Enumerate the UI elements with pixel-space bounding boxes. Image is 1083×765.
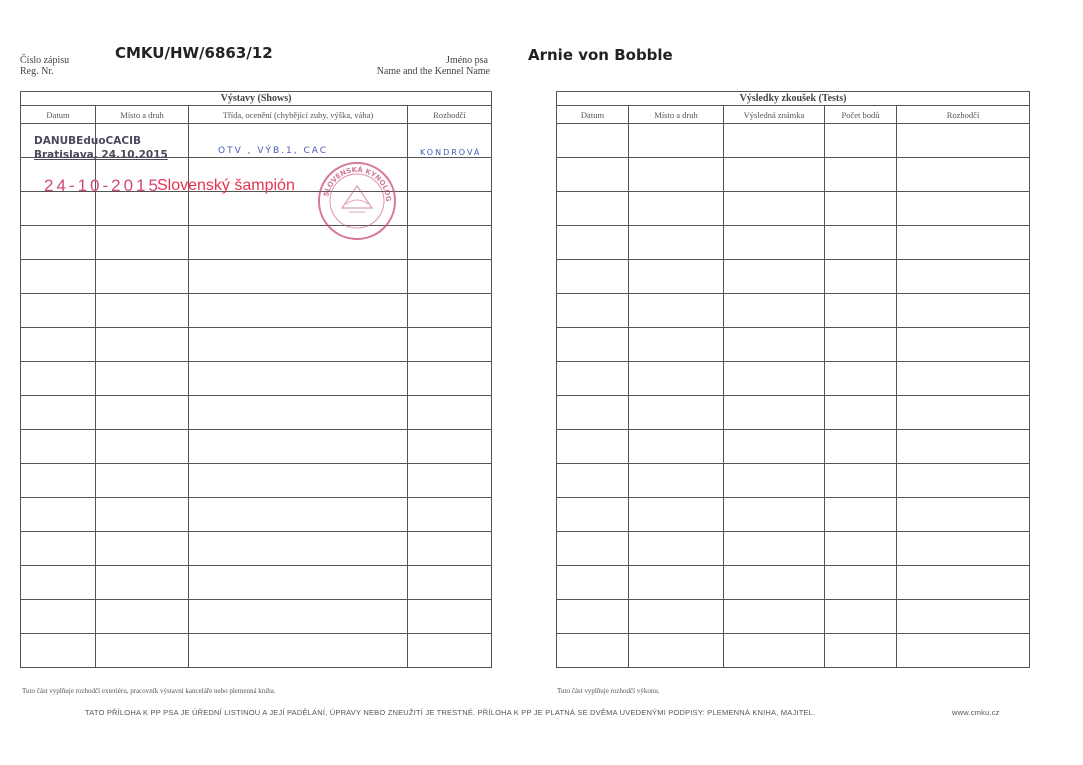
tests-cell xyxy=(724,192,825,226)
shows-cell xyxy=(96,464,189,498)
shows-row xyxy=(21,566,492,600)
tests-cell xyxy=(825,498,897,532)
shows-cell xyxy=(96,396,189,430)
tests-table xyxy=(556,91,1030,668)
tests-row xyxy=(557,498,1030,532)
show-judge-handwritten: KONDROVÁ xyxy=(420,148,482,157)
shows-cell xyxy=(408,192,492,226)
shows-row xyxy=(21,634,492,668)
tests-row xyxy=(557,566,1030,600)
shows-cell xyxy=(21,362,96,396)
shows-cell xyxy=(408,430,492,464)
champion-title: Slovenský šampión xyxy=(157,177,295,194)
shows-cell xyxy=(21,532,96,566)
shows-cell xyxy=(408,600,492,634)
shows-cell xyxy=(408,158,492,192)
tests-cell xyxy=(897,362,1030,396)
shows-cell xyxy=(96,192,189,226)
shows-cell xyxy=(408,362,492,396)
shows-col-place: Místo a druh xyxy=(96,106,189,124)
tests-cell xyxy=(557,634,629,668)
tests-cell xyxy=(724,226,825,260)
shows-cell xyxy=(408,634,492,668)
shows-cell xyxy=(96,600,189,634)
tests-cell xyxy=(557,158,629,192)
tests-cell xyxy=(825,362,897,396)
tests-col-grade: Výsledná známka xyxy=(724,106,825,124)
tests-cell xyxy=(724,498,825,532)
dog-name: Arnie von Bobble xyxy=(528,46,673,64)
tests-cell xyxy=(724,362,825,396)
tests-cell xyxy=(629,226,724,260)
shows-cell xyxy=(189,464,408,498)
tests-cell xyxy=(629,192,724,226)
tests-row xyxy=(557,226,1030,260)
tests-cell xyxy=(724,532,825,566)
tests-cell xyxy=(825,464,897,498)
shows-row xyxy=(21,600,492,634)
tests-cell xyxy=(629,396,724,430)
tests-cell xyxy=(897,328,1030,362)
shows-cell xyxy=(189,600,408,634)
tests-cell xyxy=(557,192,629,226)
shows-cell xyxy=(21,634,96,668)
shows-cell xyxy=(189,566,408,600)
shows-col-date: Datum xyxy=(21,106,96,124)
reg-label-en: Reg. Nr. xyxy=(20,66,54,77)
shows-cell xyxy=(408,464,492,498)
tests-cell xyxy=(897,498,1030,532)
shows-cell xyxy=(21,226,96,260)
tests-cell xyxy=(629,294,724,328)
tests-row xyxy=(557,192,1030,226)
shows-cell xyxy=(21,192,96,226)
shows-cell xyxy=(189,532,408,566)
tests-cell xyxy=(629,464,724,498)
tests-col-place: Místo a druh xyxy=(629,106,724,124)
tests-cell xyxy=(629,124,724,158)
name-label-cz: Jméno psa xyxy=(446,55,488,66)
tests-cell xyxy=(629,498,724,532)
shows-row xyxy=(21,396,492,430)
tests-cell xyxy=(724,396,825,430)
tests-cell xyxy=(557,566,629,600)
tests-cell xyxy=(825,430,897,464)
tests-cell xyxy=(897,634,1030,668)
shows-row xyxy=(21,532,492,566)
tests-cell xyxy=(724,124,825,158)
tests-cell xyxy=(724,328,825,362)
tests-cell xyxy=(557,226,629,260)
show-stamp-line2: Bratislava, 24.10.2015 xyxy=(34,149,168,161)
legal-notice: TATO PŘÍLOHA K PP PSA JE ÚŘEDNÍ LISTINOU A JEJÍ PADĚLÁNÍ, ÚPRAVY NEBO ZNEUŽITÍ JE TRESTNÉ. PŘÍLOHA K PP JE PLATNÁ SE DVĚMA UVEDENÝMI PODPISY: PLEMENNÁ KNIHA, MAJITEL. xyxy=(85,708,816,717)
tests-cell xyxy=(825,260,897,294)
tests-row xyxy=(557,124,1030,158)
tests-cell xyxy=(557,600,629,634)
shows-cell xyxy=(21,600,96,634)
shows-cell xyxy=(21,328,96,362)
show-award-handwritten: OTV , VÝB.1, CAC xyxy=(218,146,329,156)
shows-cell xyxy=(189,362,408,396)
tests-cell xyxy=(825,600,897,634)
tests-row xyxy=(557,600,1030,634)
tests-cell xyxy=(897,260,1030,294)
tests-cell xyxy=(825,158,897,192)
shows-row xyxy=(21,260,492,294)
tests-cell xyxy=(557,260,629,294)
shows-cell xyxy=(96,260,189,294)
tests-cell xyxy=(897,430,1030,464)
shows-cell xyxy=(408,532,492,566)
reg-label-cz: Číslo zápisu xyxy=(20,55,70,66)
shows-cell xyxy=(96,226,189,260)
shows-cell xyxy=(21,430,96,464)
shows-row xyxy=(21,294,492,328)
website-link[interactable]: www.cmku.cz xyxy=(952,708,1000,717)
tests-cell xyxy=(825,532,897,566)
shows-cell xyxy=(189,396,408,430)
shows-cell xyxy=(408,226,492,260)
tests-footer-note: Tuto část vyplňuje rozhodčí výkonu. xyxy=(557,687,660,695)
tests-row xyxy=(557,396,1030,430)
shows-cell xyxy=(189,498,408,532)
tests-cell xyxy=(557,328,629,362)
tests-cell xyxy=(557,124,629,158)
shows-cell xyxy=(408,396,492,430)
tests-cell xyxy=(557,396,629,430)
shows-title: Výstavy (Shows) xyxy=(21,92,492,106)
tests-cell xyxy=(724,430,825,464)
tests-cell xyxy=(897,464,1030,498)
tests-cell xyxy=(557,532,629,566)
shows-cell xyxy=(21,566,96,600)
tests-row xyxy=(557,362,1030,396)
shows-cell xyxy=(96,430,189,464)
shows-col-judge: Rozhodčí xyxy=(408,106,492,124)
tests-cell xyxy=(724,158,825,192)
tests-cell xyxy=(897,294,1030,328)
shows-cell xyxy=(189,328,408,362)
shows-row xyxy=(21,430,492,464)
shows-cell xyxy=(21,260,96,294)
shows-footer-note: Tuto část vyplňuje rozhodčí exteriéru, pracovník výstavní kanceláře nebo plemenná kniha. xyxy=(22,687,276,695)
tests-col-judge: Rozhodčí xyxy=(897,106,1030,124)
shows-cell xyxy=(21,464,96,498)
tests-cell xyxy=(897,600,1030,634)
reg-number: CMKU/HW/6863/12 xyxy=(115,44,273,62)
shows-cell xyxy=(408,498,492,532)
tests-cell xyxy=(897,566,1030,600)
tests-cell xyxy=(825,124,897,158)
shows-cell xyxy=(96,566,189,600)
shows-row xyxy=(21,192,492,226)
tests-row xyxy=(557,294,1030,328)
shows-cell xyxy=(21,294,96,328)
shows-cell xyxy=(21,396,96,430)
tests-cell xyxy=(629,158,724,192)
tests-row xyxy=(557,430,1030,464)
shows-cell xyxy=(408,566,492,600)
tests-row xyxy=(557,328,1030,362)
shows-cell xyxy=(408,328,492,362)
shows-row xyxy=(21,464,492,498)
svg-text:SLOVENSKÁ KYNOLOGICKÁ: SLOVENSKÁ KYNOLOG xyxy=(322,165,393,202)
tests-cell xyxy=(825,634,897,668)
shows-row xyxy=(21,328,492,362)
tests-cell xyxy=(897,532,1030,566)
shows-row xyxy=(21,362,492,396)
shows-cell xyxy=(189,294,408,328)
tests-col-points: Počet bodů xyxy=(825,106,897,124)
tests-cell xyxy=(724,566,825,600)
shows-cell xyxy=(96,294,189,328)
shows-row xyxy=(21,498,492,532)
tests-cell xyxy=(557,294,629,328)
tests-cell xyxy=(825,192,897,226)
tests-cell xyxy=(724,294,825,328)
tests-cell xyxy=(724,600,825,634)
tests-cell xyxy=(825,294,897,328)
tests-cell xyxy=(825,328,897,362)
tests-cell xyxy=(629,260,724,294)
shows-cell xyxy=(408,260,492,294)
tests-cell xyxy=(724,260,825,294)
shows-cell xyxy=(96,328,189,362)
shows-cell xyxy=(96,532,189,566)
tests-row xyxy=(557,532,1030,566)
tests-cell xyxy=(897,396,1030,430)
shows-cell xyxy=(96,362,189,396)
shows-cell xyxy=(189,260,408,294)
tests-col-date: Datum xyxy=(557,106,629,124)
tests-cell xyxy=(557,430,629,464)
shows-cell xyxy=(21,498,96,532)
tests-cell xyxy=(825,226,897,260)
shows-row xyxy=(21,226,492,260)
tests-cell xyxy=(557,362,629,396)
shows-cell xyxy=(189,634,408,668)
tests-row xyxy=(557,260,1030,294)
tests-cell xyxy=(629,328,724,362)
tests-cell xyxy=(629,362,724,396)
tests-cell xyxy=(557,498,629,532)
shows-cell xyxy=(96,498,189,532)
tests-cell xyxy=(897,192,1030,226)
tests-cell xyxy=(825,396,897,430)
shows-cell xyxy=(189,430,408,464)
shows-cell xyxy=(408,294,492,328)
name-label-en: Name and the Kennel Name xyxy=(376,66,490,77)
tests-cell xyxy=(557,464,629,498)
tests-cell xyxy=(629,634,724,668)
tests-title: Výsledky zkoušek (Tests) xyxy=(557,92,1030,106)
tests-cell xyxy=(724,464,825,498)
tests-cell xyxy=(897,226,1030,260)
shows-col-class: Třída, ocenění (chybějící zuby, výška, váha) xyxy=(189,106,408,124)
tests-cell xyxy=(825,566,897,600)
show-stamp-line1: DANUBEduoCACIB xyxy=(34,135,141,147)
tests-row xyxy=(557,464,1030,498)
tests-row xyxy=(557,158,1030,192)
tests-cell xyxy=(629,600,724,634)
tests-cell xyxy=(629,566,724,600)
champion-date: 24-10-2015 xyxy=(44,176,161,195)
tests-cell xyxy=(629,430,724,464)
tests-cell xyxy=(897,124,1030,158)
tests-cell xyxy=(724,634,825,668)
tests-cell xyxy=(629,532,724,566)
tests-row xyxy=(557,634,1030,668)
shows-cell xyxy=(96,634,189,668)
official-seal xyxy=(316,160,398,242)
tests-cell xyxy=(897,158,1030,192)
